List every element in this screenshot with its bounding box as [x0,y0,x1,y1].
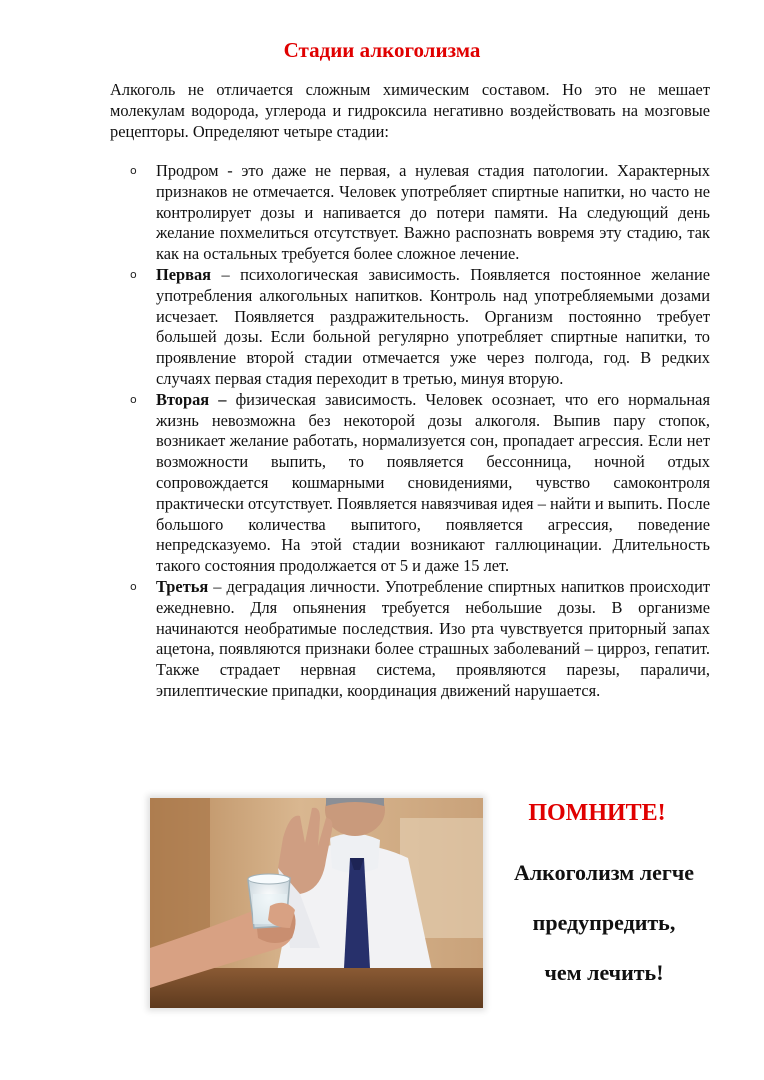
callout-heading: ПОМНИТЕ! [528,800,666,826]
stage-item-prodrome [0,161,764,265]
refusal-photo [150,798,483,1008]
stage-description: – деградация личности. Употребление спиртных напитков происходит ежедневно. Для опьянения требуется небольшие дозы. В организме начинаются необратимые последствия. Изо рта чувствуется приторный запах ацетона, появляются признаки более страшных заболеваний – цирроз, гепатит. Также страдает нервная система, проявляются парезы, параличи, эпилептические припадки, координация движений нарушается. [156,576,710,700]
stage-description: Продром - это даже не первая, а нулевая стадия патологии. Характерных признаков не отмечается. Человек употребляет спиртные напитки, но часто не контролирует дозы и напивается до потери памяти. На следующий день желание похмелиться отсутствует. Важно распознать вовремя эту стадию, так как на остальных требуется более сложное лечение. [156,161,710,264]
callout-slogan [490,848,718,998]
stage-term: Третья [156,576,209,596]
bullet-icon: o [130,579,137,593]
stage-item-second [0,390,764,577]
stage-description: – психологическая зависимость. Появляется постоянное желание употребления алкогольных напитков. Контроль над употребляемыми дозами исчезает. Появляется раздражительность. Организм постоянно требует большей дозы. Если больной регулярно употребляет спиртные напитки, то проявление второй стадии отмечается уже через полгода, год. В редких случаях первая стадия переходит в третью, минуя вторую. [156,264,710,388]
stage-term: Первая [156,264,212,284]
bullet-icon: o [130,164,137,177]
slogan-line: чем лечить! [544,960,664,985]
stage-text [156,265,710,390]
stage-description: физическая зависимость. Человек осознает, что его нормальная жизнь невозможна без некоторой дозы алкоголя. Выпив пару стопок, возникает желание работать, нормализуется сон, пропадает агрессия. Если нет возможности выпить, то появляется бессонница, ночной отдых сопровождается кошмарными сновидениями, чувство самоконтроля практически отсутствует. Появляется навязчивая идея – найти и выпить. После большого количества выпитого, появляется агрессия, поведение непредсказуемо. На этой стадии возникают галлюцинации. Длительность такого состояния продолжается от 5 и даже 15 лет. [156,389,710,576]
bullet-icon: o [130,267,137,281]
stage-term: Вторая – [156,389,227,409]
slogan-line: Алкоголизм легче [513,860,695,885]
slogan-line: предупредить, [532,910,676,935]
stage-text [156,577,710,702]
stage-item-third [0,577,764,702]
photo-illustration [150,798,483,1008]
stages-list [0,161,764,702]
stage-text [156,161,710,265]
stage-item-first [0,265,764,390]
intro-paragraph: Алкоголь не отличается сложным химическим составом. Но это не мешает молекулам водорода, углерода и гидроксила негативно воздействовать на мозговые рецепторы. Определяют четыре стадии: [110,80,710,141]
document-title: Стадии алкоголизма [283,38,481,62]
bullet-icon: o [130,392,137,406]
stage-text [156,390,710,577]
